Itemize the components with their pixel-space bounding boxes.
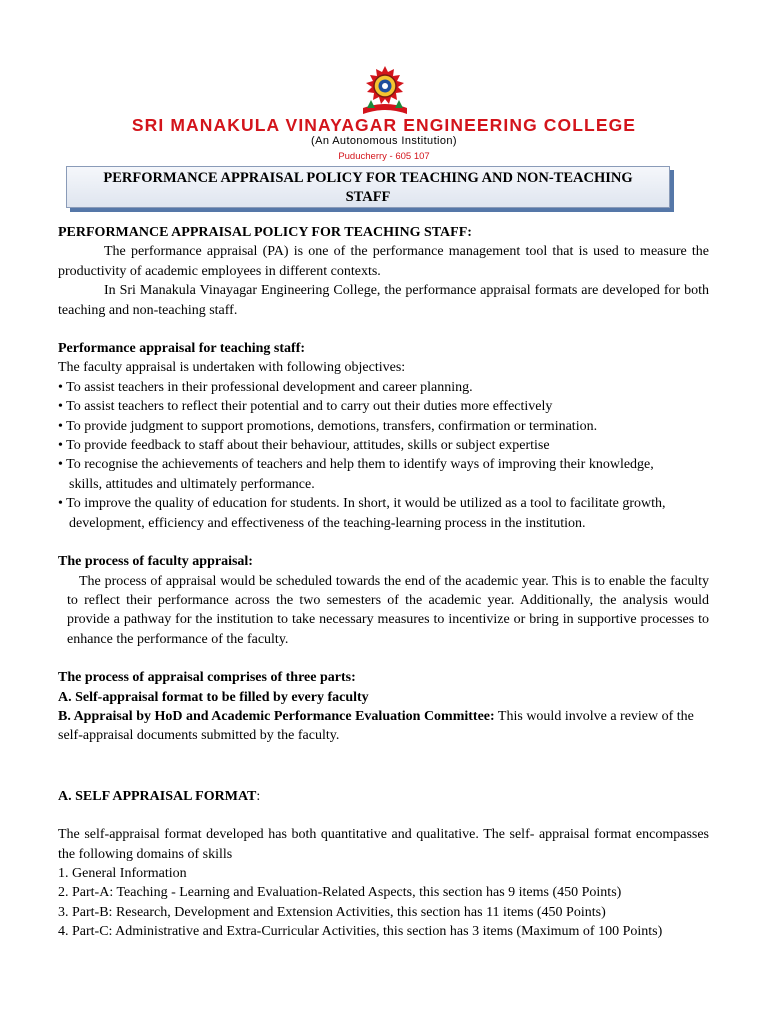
section-heading-faculty-appraisal-process: The process of faculty appraisal: (58, 554, 253, 570)
part-b-label: B. Appraisal by HoD and Academic Performance Evaluation Committee: (58, 708, 495, 724)
objective-item: • To assist teachers in their professional development and career planning. (58, 379, 473, 395)
banner-line-2: STAFF (345, 189, 391, 205)
section-heading-teaching-appraisal: Performance appraisal for teaching staff: (58, 341, 306, 357)
paragraph-appraisal-process: The process of appraisal would be scheduled towards the end of the academic year. This is to enable the faculty to reflect their performance across the two semesters of the academic year. Additionally, the analysis would provide a pathway for the institution to take necessary measures to incentivize or bring in supportive processes to enhance the performance of the faculty. (67, 573, 709, 647)
objective-item: • To provide feedback to staff about their behaviour, attitudes, skills or subject expertise (58, 438, 550, 454)
domain-item: 3. Part-B: Research, Development and Extension Activities, this section has 11 items (450 Points) (58, 904, 606, 920)
objective-item: • To recognise the achievements of teachers and help them to identify ways of improving their knowledge, skills, attitudes and ultimately performance. (58, 457, 654, 492)
part-a-self-appraisal: A. Self-appraisal format to be filled by every faculty (58, 689, 369, 705)
document-body (58, 223, 709, 942)
part-b-description: This would involve a review of the self-appraisal documents submitted by the faculty. (58, 708, 694, 744)
part-b-hod-appraisal (58, 707, 709, 746)
banner-line-1: PERFORMANCE APPRAISAL POLICY FOR TEACHING AND NON-TEACHING (103, 170, 633, 186)
objective-item: • To provide judgment to support promotions, demotions, transfers, confirmation or termination. (58, 418, 598, 434)
section-heading-teaching-policy: PERFORMANCE APPRAISAL POLICY FOR TEACHING STAFF: (58, 225, 472, 240)
section-heading-three-parts: The process of appraisal comprises of three parts: (58, 670, 356, 686)
domain-item: 2. Part-A: Teaching - Learning and Evaluation-Related Aspects, this section has 9 items (450 Points) (58, 885, 622, 901)
domain-item: 4. Part-C: Administrative and Extra-Curricular Activities, this section has 3 items (Maximum of 100 Points) (58, 924, 663, 940)
college-header (0, 60, 768, 160)
college-location: Puducherry - 605 107 (338, 151, 430, 162)
objectives-intro: The faculty appraisal is undertaken with following objectives: (58, 360, 406, 376)
objective-item: • To assist teachers to reflect their potential and to carry out their duties more effectively (58, 399, 553, 415)
autonomous-status: (An Autonomous Institution) (311, 135, 457, 147)
domain-item: 1. General Information (58, 865, 187, 881)
policy-title-banner (66, 166, 670, 208)
college-emblem-logo (357, 64, 413, 116)
section-heading-self-appraisal-format: A. SELF APPRAISAL FORMAT: (58, 788, 261, 804)
college-name: SRI MANAKULA VINAYAGAR ENGINEERING COLLEGE (131, 115, 637, 135)
objective-item: • To improve the quality of education for students. In short, it would be utilized as a tool to facilitate growth, development, efficiency and effectiveness of the teaching-learning process in the institution. (58, 496, 666, 531)
paragraph-self-appraisal-format: The self-appraisal format developed has both quantitative and qualitative. The self- appraisal format encompasses the following domains of skills (58, 827, 709, 862)
paragraph-pa-definition: The performance appraisal (PA) is one of the performance management tool that is used to measure the productivity of academic employees in different contexts. (58, 244, 709, 279)
paragraph-smvec-formats: In Sri Manakula Vinayagar Engineering College, the performance appraisal formats are developed for both teaching and non-teaching staff. (58, 283, 709, 318)
